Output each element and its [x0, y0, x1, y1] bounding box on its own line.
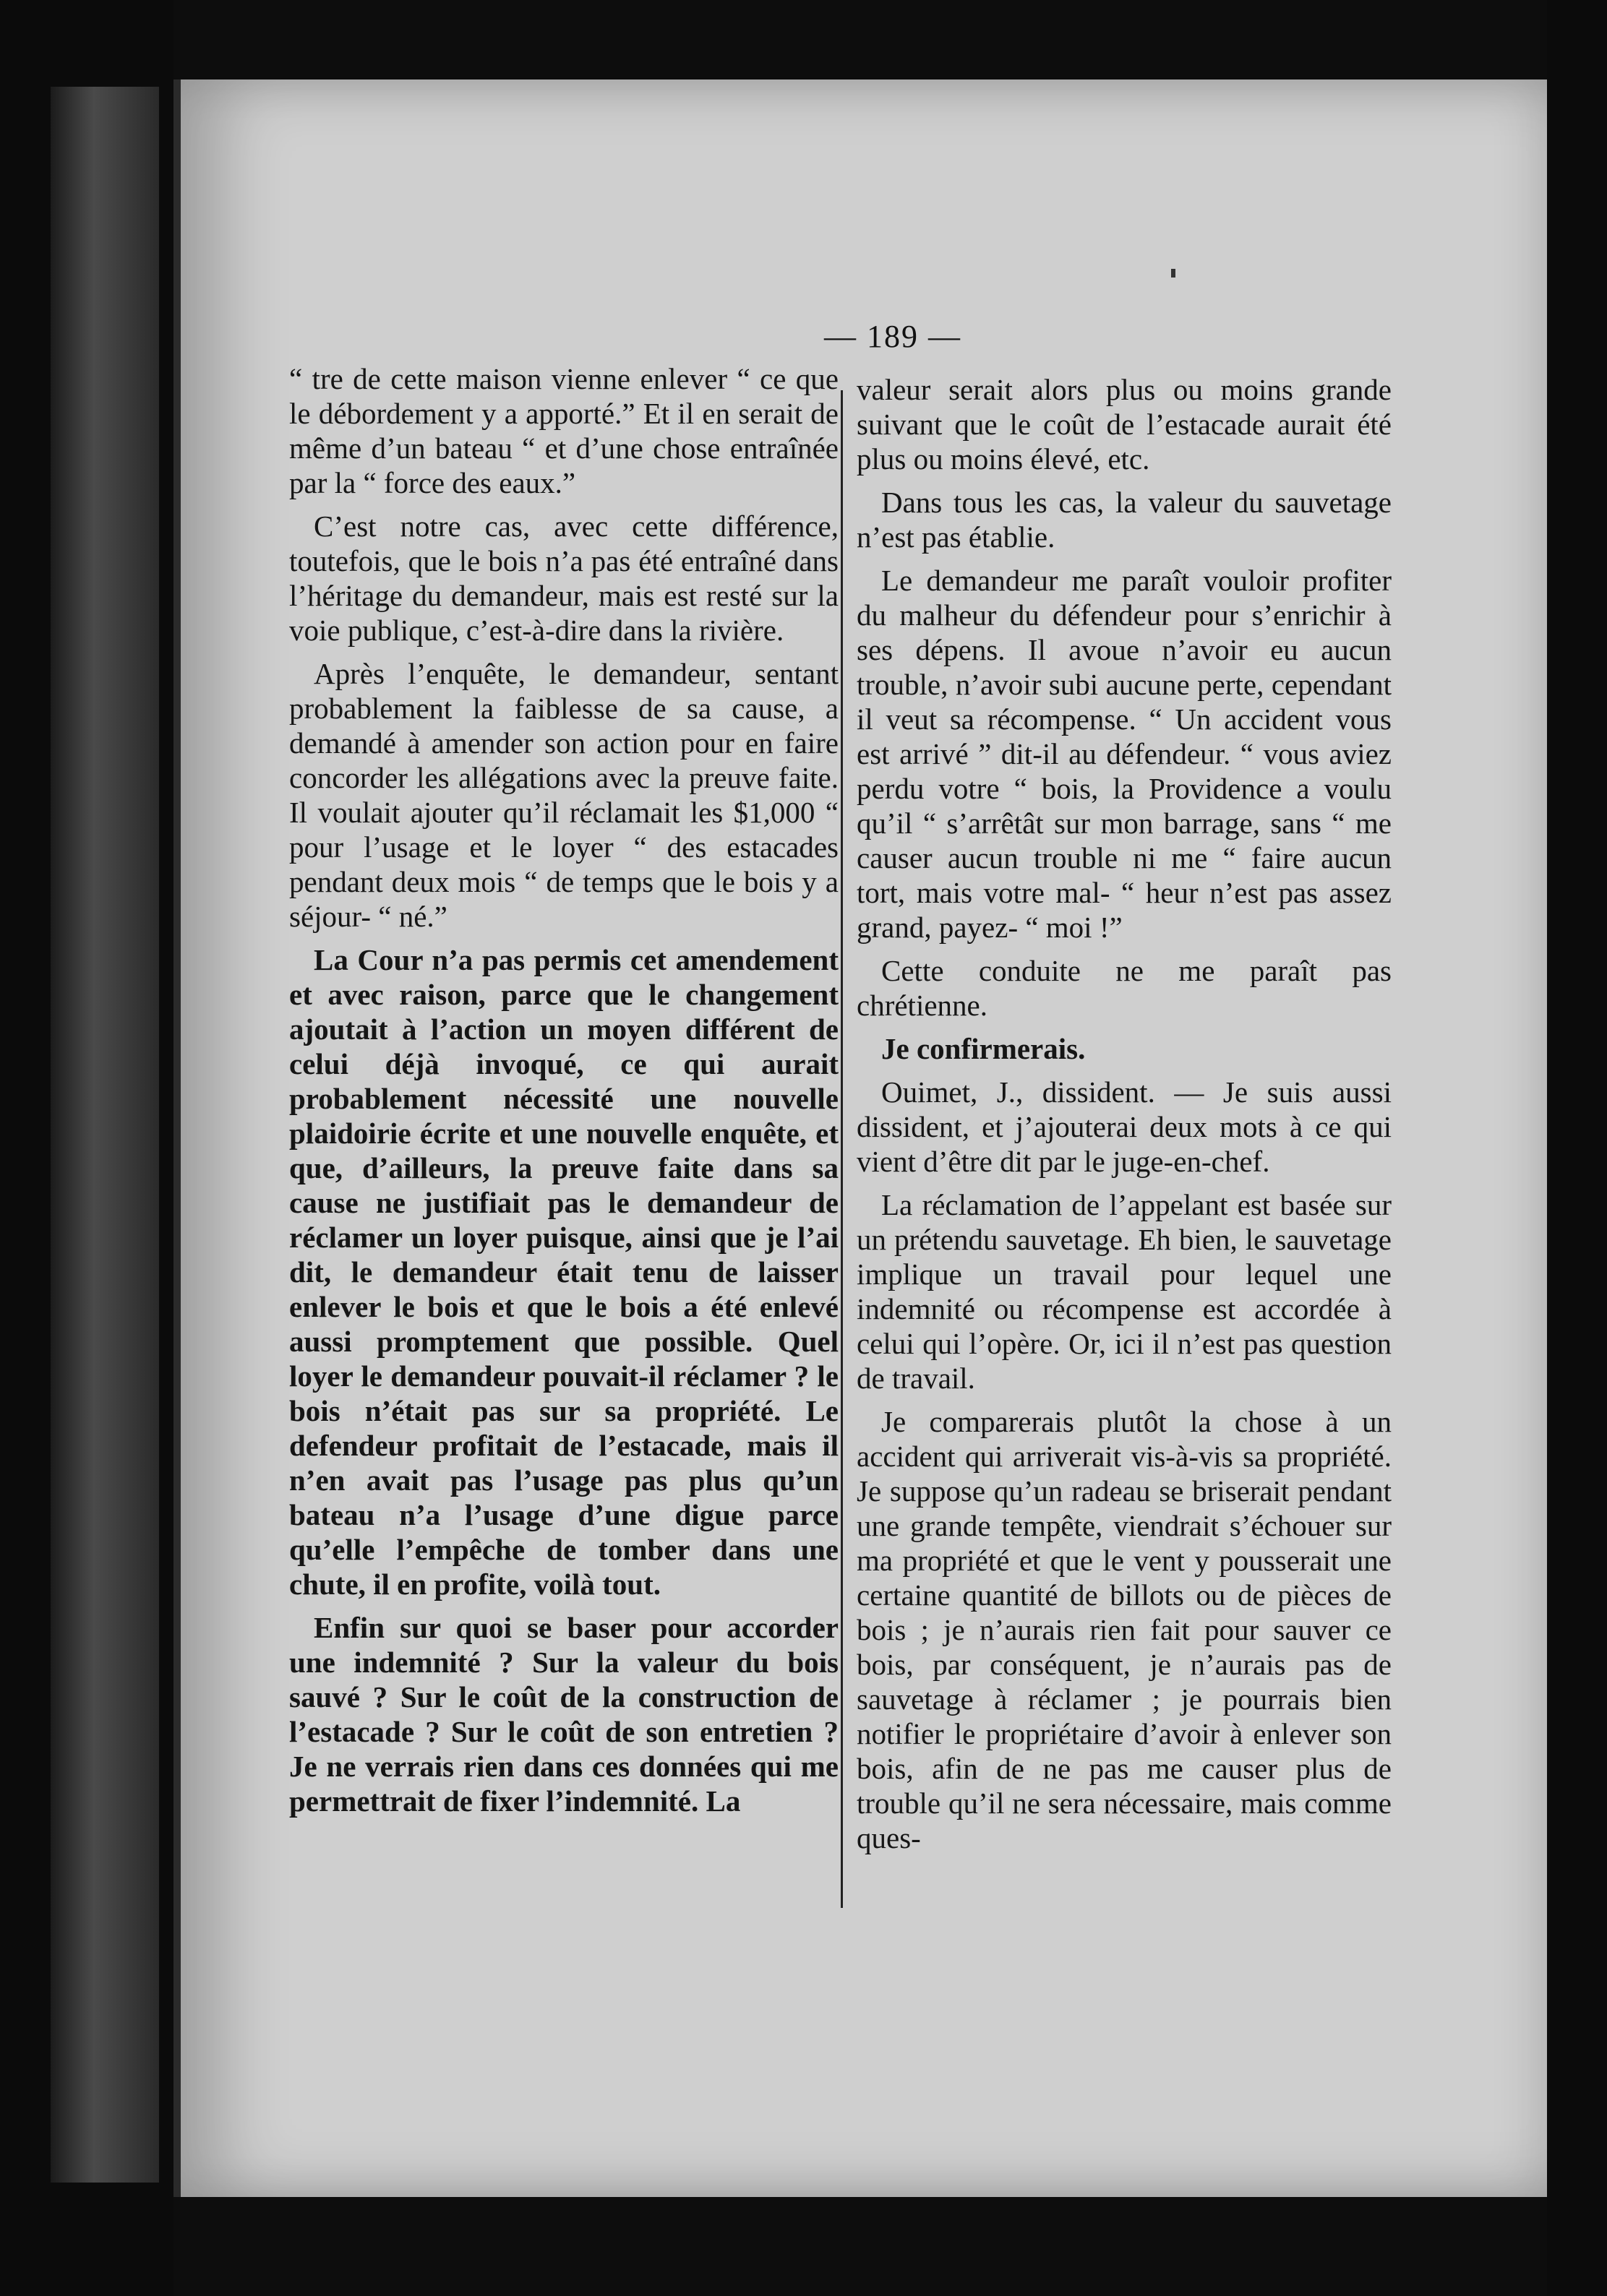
paragraph: La réclamation de l’appelant est basée sur un prétendu sauvetage. Eh bien, le sauvetage implique un travail pour lequel une indemnité ou récompense est accordée à celui qui l’opère. Or, ici il n’est pas question de travail. — [857, 1188, 1392, 1395]
paragraph: Dans tous les cas, la valeur du sauvetage n’est pas établie. — [857, 486, 1392, 554]
page-number: — 189 — — [824, 319, 961, 354]
previous-page-edge — [51, 87, 159, 2183]
right-text-column — [857, 372, 1392, 1864]
paragraph: La Cour n’a pas permis cet amendement et avec raison, parce que le changement ajoutait à l’action un moyen différent de celui déjà invoqué, ce qui aurait probablement nécessité une nouvelle plaidoirie écrite et une nouvelle enquête, et que, d’ailleurs, la preuve faite dans sa cause ne justifiait pas le demandeur de réclamer un loyer puisque, ainsi que je l’ai dit, le demandeur était tenu de laisser enlever le bois et que le bois a été enlevé aussi promptement que possible. Quel loyer le demandeur pouvait-il réclamer ? le bois n’était pas sur sa propriété. Le defendeur profitait de l’estacade, mais il n’en avait pas l’usage pas plus qu’un bateau n’a l’usage d’une digue parce qu’elle l’empêche de tomber dans une chute, il en profite, voilà tout. — [289, 943, 839, 1601]
paragraph: Le demandeur me paraît vouloir profiter du malheur du défendeur pour s’enrichir à ses dépens. Il avoue n’avoir eu aucun trouble, n’avoir subi aucune perte, cependant il veut sa récompense. “ Un accident vous est arrivé ” dit-il au défendeur. “ vous aviez perdu votre “ bois, la Providence a voulu qu’il “ s’arrêtât sur mon barrage, sans “ me causer aucun trouble ni me “ faire aucun tort, mais votre mal- “ heur n’est pas assez grand, payez- “ moi !” — [857, 564, 1392, 944]
paragraph: Enfin sur quoi se baser pour accorder une indemnité ? Sur la valeur du bois sauvé ? Sur le coût de la construction de l’estacade ? Sur le coût de son entretien ? Je ne verrais rien dans ces données qui me permettrait de fixer l’indemnité. La — [289, 1611, 839, 1818]
scan-left-border — [0, 0, 173, 2296]
paragraph: Cette conduite ne me paraît pas chrétienne. — [857, 954, 1392, 1022]
paragraph: C’est notre cas, avec cette différence, toutefois, que le bois n’a pas été entraîné dans l’héritage du demandeur, mais est resté sur la voie publique, c’est-à-dire dans la rivière. — [289, 509, 839, 647]
paragraph: valeur serait alors plus ou moins grande suivant que le coût de l’estacade aurait été plus ou moins élevé, etc. — [857, 373, 1392, 476]
ink-speck — [1171, 269, 1175, 278]
paragraph: Après l’enquête, le demandeur, sentant probablement la faiblesse de sa cause, a demandé à amender son action pour en faire concorder les allégations avec la preuve faite. Il voulait ajouter qu’il réclamait les $1,000 “ pour l’usage et le loyer “ des estacades pendant deux mois “ de temps que le bois y a séjour- “ né.” — [289, 657, 839, 933]
left-text-column — [289, 361, 839, 1827]
paragraph: Ouimet, J., dissident. — Je suis aussi dissident, et j’ajouterai deux mots à ce qui vient d’être dit par le juge-en-chef. — [857, 1075, 1392, 1178]
column-divider — [841, 390, 843, 1908]
scan-right-border — [1547, 0, 1607, 2296]
paragraph: Je confirmerais. — [881, 1032, 1086, 1065]
paragraph: “ tre de cette maison vienne enlever “ ce que le débordement y a apporté.” Et il en serait de même d’un bateau “ et d’une chose entraînée par la “ force des eaux.” — [289, 362, 839, 499]
paragraph: Je comparerais plutôt la chose à un accident qui arriverait vis-à-vis sa propriété. Je suppose qu’un radeau se briserait pendant une grande tempête, viendrait s’échouer sur ma propriété et que le vent y pousserait une certaine quantité de billots ou de pièces de bois ; je n’aurais rien fait pour sauver ce bois, par conséquent, je n’aurais pas de sauvetage à réclamer ; je pourrais bien notifier le propriétaire d’avoir à enlever son bois, afin de ne pas me causer plus de trouble qu’il ne sera nécessaire, mais comme ques- — [857, 1405, 1392, 1854]
